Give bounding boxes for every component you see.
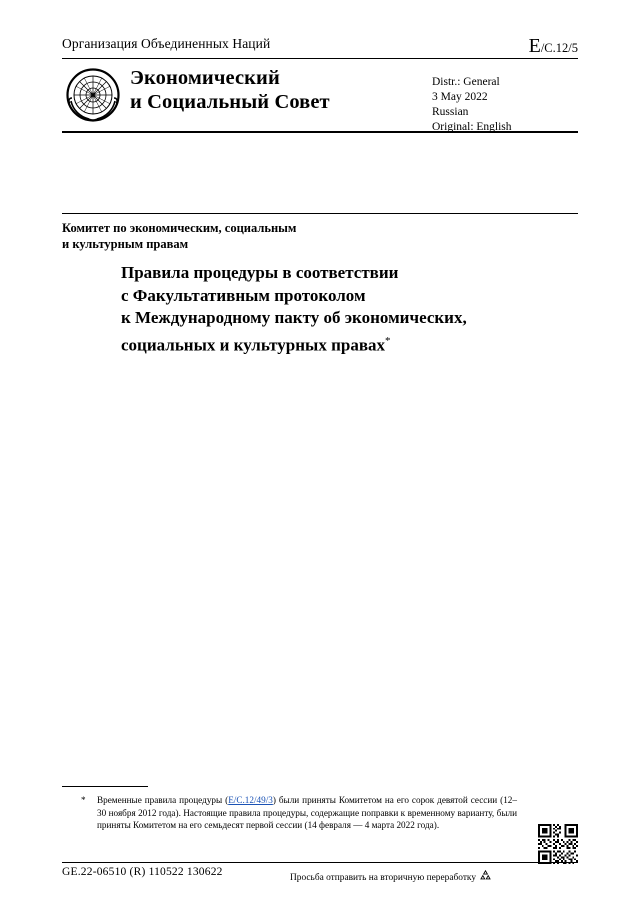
masthead-title: [130, 66, 330, 114]
recycle-icon: [479, 869, 492, 885]
committee-rule: [62, 213, 578, 214]
footnote: [81, 794, 517, 832]
qr-code: [538, 824, 578, 864]
recycle-notice: [290, 869, 492, 885]
distribution-line-1: Distr.: General: [432, 76, 500, 88]
footnote-text-part-1: Временные правила процедуры (: [97, 795, 229, 805]
header-rule: [62, 58, 578, 59]
title-line-3: к Международному пакту об экономических,: [121, 308, 467, 327]
footnote-link[interactable]: E/C.12/49/3: [228, 795, 273, 805]
distribution-block: [432, 75, 512, 135]
title-footnote-marker: *: [385, 334, 391, 347]
committee-name: [62, 221, 462, 252]
page-title: [121, 262, 581, 357]
masthead-rule: [62, 131, 578, 133]
committee-line-1: Комитет по экономическим, социальным: [62, 221, 297, 235]
organization-name: Организация Объединенных Наций: [62, 36, 271, 51]
document-symbol-main: E: [528, 35, 541, 57]
un-emblem-icon: [66, 68, 120, 122]
document-symbol: [529, 36, 578, 57]
distribution-line-2: 3 May 2022: [432, 91, 488, 103]
committee-line-2: и культурным правам: [62, 236, 189, 251]
distribution-line-3: Russian: [432, 106, 469, 118]
job-number: GE.22-06510 (R) 110522 130622: [62, 866, 223, 878]
title-line-4-wrap: [121, 330, 581, 357]
title-line-1: Правила процедуры в соответствии: [121, 263, 399, 282]
footnote-text-part-2: ) были приняты Комитетом на его сорок девятой сессии (12–30 ноября 2012 года). Настоящие правила процедуры, содержащие поправки к временному варианту, были приняты Комитетом на его семьдесят первой сессии (14 февраля — 4 марта 2022 года).: [97, 795, 517, 831]
distribution-line-4: Original: English: [432, 121, 512, 133]
title-line-4: социальных и культурных правах: [121, 335, 386, 355]
masthead-line-2: и Социальный Совет: [130, 91, 330, 113]
document-symbol-sub: /C.12/5: [540, 41, 578, 55]
footnote-marker: *: [81, 795, 86, 805]
footer-rule: [62, 862, 578, 863]
masthead-line-1: Экономический: [130, 67, 280, 89]
recycle-text: Просьба отправить на вторичную переработку: [290, 873, 477, 883]
footnote-rule: [62, 786, 148, 787]
title-line-2: с Факультативным протоколом: [121, 285, 366, 305]
